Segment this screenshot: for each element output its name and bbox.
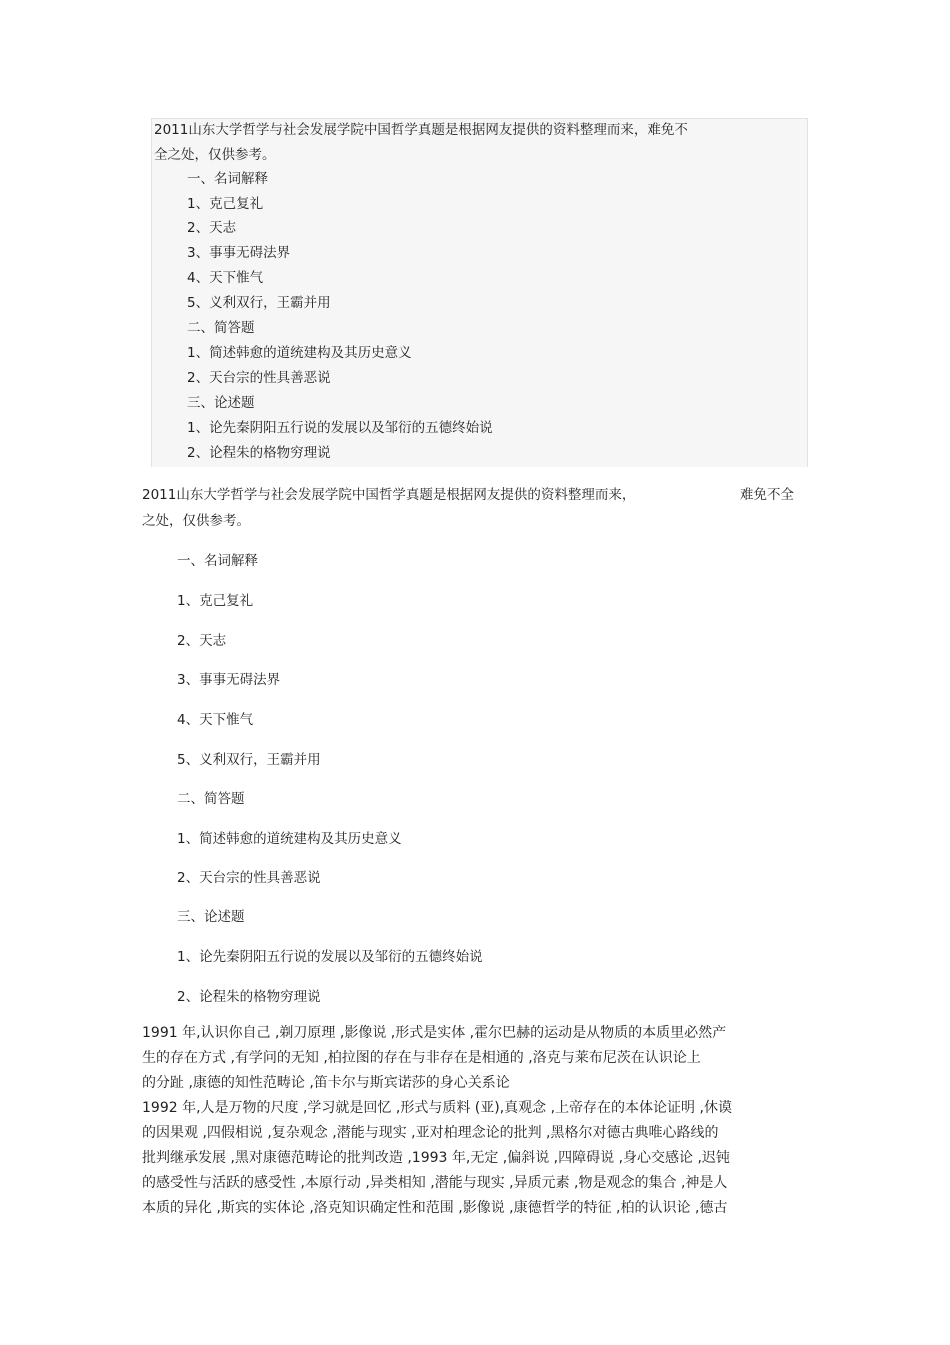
western-line: 1992 年,人是万物的尺度 ,学习就是回忆 ,形式与质料 (亚),真观念 ,上帝存在的本体论证明 ,休谟 bbox=[142, 1100, 732, 1116]
main-item: 2、论程朱的格物穷理说 bbox=[177, 989, 321, 1005]
main-item: 1、论先秦阴阳五行说的发展以及邹衍的五德终始说 bbox=[177, 949, 483, 965]
western-line: 本质的异化 ,斯宾的实体论 ,洛克知识确定性和范围 ,影像说 ,康德哲学的特征 ,柏的认识论 ,德古 bbox=[142, 1200, 728, 1216]
box-item: 2、天台宗的性具善恶说 bbox=[187, 370, 331, 386]
main-item: 2、天台宗的性具善恶说 bbox=[177, 870, 321, 886]
western-line: 1991 年,认识你自己 ,剃刀原理 ,影像说 ,形式是实体 ,霍尔巴赫的运动是从物质的本质里必然产 bbox=[142, 1025, 727, 1041]
main-intro-line-1-end: 难免不全 bbox=[740, 487, 794, 503]
main-item: 5、义利双行，王霸并用 bbox=[177, 752, 321, 768]
box-item: 2、天志 bbox=[187, 220, 237, 236]
box-item: 1、克己复礼 bbox=[187, 196, 264, 212]
western-line: 的感受性与活跃的感受性 ,本原行动 ,异类相知 ,潜能与现实 ,异质元素 ,物是观念的集合 ,神是人 bbox=[142, 1175, 728, 1191]
main-item: 2、天志 bbox=[177, 633, 227, 649]
western-line: 生的存在方式 ,有学问的无知 ,柏拉图的存在与非存在是相通的 ,洛克与莱布尼茨在认识论上 bbox=[142, 1050, 701, 1066]
box-item: 3、事事无碍法界 bbox=[187, 245, 291, 261]
box-section-1-heading: 一、名词解释 bbox=[187, 171, 268, 187]
main-item: 3、事事无碍法界 bbox=[177, 672, 281, 688]
box-item: 1、论先秦阴阳五行说的发展以及邹衍的五德终始说 bbox=[187, 420, 493, 436]
main-intro-line-2: 之处，仅供参考。 bbox=[142, 513, 250, 529]
western-line: 批判继承发展 ,黑对康德范畴论的批判改造 ,1993 年,无定 ,偏斜说 ,四障碍说 ,身心交感论 ,迟钝 bbox=[142, 1150, 730, 1166]
western-line: 的分趾 ,康德的知性范畴论 ,笛卡尔与斯宾诺莎的身心关系论 bbox=[142, 1075, 510, 1091]
main-section-2-heading: 二、简答题 bbox=[177, 791, 245, 807]
box-item: 5、义利双行，王霸并用 bbox=[187, 295, 331, 311]
western-line: 的因果观 ,四假相说 ,复杂观念 ,潜能与现实 ,亚对柏理念论的批判 ,黑格尔对德古典唯心路线的 bbox=[142, 1125, 719, 1141]
main-section-3-heading: 三、论述题 bbox=[177, 909, 245, 925]
box-item: 1、简述韩愈的道统建构及其历史意义 bbox=[187, 345, 412, 361]
main-section-1-heading: 一、名词解释 bbox=[177, 553, 258, 569]
box-section-2-heading: 二、简答题 bbox=[187, 320, 255, 336]
main-intro-line-1: 2011山东大学哲学与社会发展学院中国哲学真题是根据网友提供的资料整理而来， bbox=[142, 487, 636, 503]
box-section-3-heading: 三、论述题 bbox=[187, 395, 255, 411]
main-item: 1、克己复礼 bbox=[177, 593, 254, 609]
box-intro-line-2: 全之处，仅供参考。 bbox=[154, 147, 276, 163]
box-item: 4、天下惟气 bbox=[187, 270, 264, 286]
main-item: 1、简述韩愈的道统建构及其历史意义 bbox=[177, 831, 402, 847]
box-intro-line-1: 2011山东大学哲学与社会发展学院中国哲学真题是根据网友提供的资料整理而来，难免不 bbox=[154, 122, 688, 138]
box-item: 2、论程朱的格物穷理说 bbox=[187, 445, 331, 461]
main-item: 4、天下惟气 bbox=[177, 712, 254, 728]
